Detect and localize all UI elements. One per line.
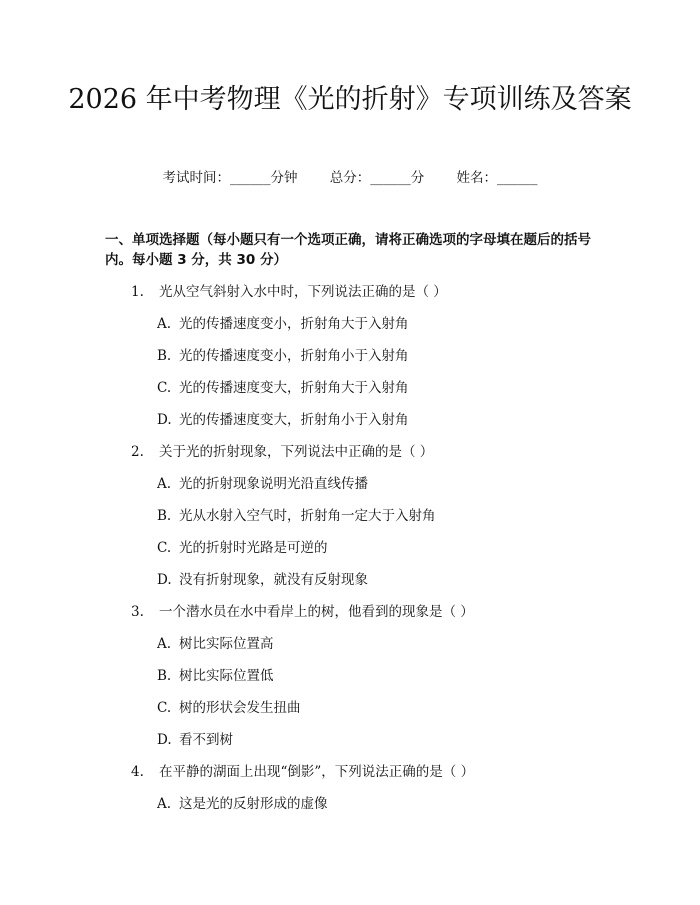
page-title: 2026 年中考物理《光的折射》专项训练及答案: [68, 84, 632, 115]
student-name: 姓名：______: [456, 170, 538, 186]
question-number: 4.: [131, 764, 144, 780]
option-letter: D.: [157, 412, 172, 428]
section-heading: 一、单项选择题（每小题只有一个选项正确，请将正确选项的字母填在题后的括号内。每小题 3 分，共 30 分）: [105, 232, 591, 268]
option-letter: A.: [157, 796, 172, 812]
option-item: [157, 410, 409, 430]
option-letter: D.: [157, 572, 172, 588]
option-text: 看不到树: [179, 732, 233, 748]
question-stem: [131, 762, 474, 782]
exam-info: [0, 168, 700, 188]
question-stem: [131, 442, 433, 462]
option-text: 没有折射现象，就没有反射现象: [179, 572, 368, 588]
option-text: 树的形状会发生扭曲: [179, 700, 301, 716]
option-item: [157, 378, 409, 398]
option-item: [157, 634, 274, 654]
option-letter: C.: [157, 700, 172, 716]
option-text: 树比实际位置低: [179, 668, 274, 684]
question-text: 一个潜水员在水中看岸上的树，他看到的现象是（ ）: [159, 604, 474, 620]
option-letter: A.: [157, 636, 172, 652]
option-item: [157, 698, 301, 718]
option-item: [157, 666, 274, 686]
option-text: 光的传播速度变小，折射角小于入射角: [179, 348, 409, 364]
option-letter: C.: [157, 540, 172, 556]
option-letter: C.: [157, 380, 172, 396]
question-number: 3.: [131, 604, 144, 620]
option-item: [157, 794, 328, 814]
option-letter: D.: [157, 732, 172, 748]
option-letter: A.: [157, 316, 172, 332]
question-number: 2.: [131, 444, 144, 460]
option-text: 光的传播速度变小，折射角大于入射角: [179, 316, 409, 332]
option-text: 这是光的反射形成的虚像: [179, 796, 328, 812]
option-text: 光的传播速度变大，折射角大于入射角: [179, 380, 409, 396]
total-score: 总分：______分: [329, 170, 425, 186]
option-item: [157, 538, 328, 558]
option-text: 光从水射入空气时，折射角一定大于入射角: [179, 508, 436, 524]
question-number: 1.: [131, 284, 144, 300]
option-text: 光的折射时光路是可逆的: [179, 540, 328, 556]
option-item: [157, 474, 368, 494]
option-letter: A.: [157, 476, 172, 492]
question-text: 光从空气斜射入水中时，下列说法正确的是（ ）: [159, 284, 447, 300]
option-text: 光的传播速度变大，折射角小于入射角: [179, 412, 409, 428]
option-item: [157, 314, 409, 334]
option-letter: B.: [157, 508, 172, 524]
question-stem: [131, 282, 447, 302]
question-stem: [131, 602, 474, 622]
option-item: [157, 730, 233, 750]
option-letter: B.: [157, 668, 172, 684]
option-item: [157, 506, 436, 526]
exam-time: 考试时间：______分钟: [162, 170, 298, 186]
option-text: 光的折射现象说明光沿直线传播: [179, 476, 368, 492]
question-text: 关于光的折射现象，下列说法中正确的是（ ）: [159, 444, 434, 460]
option-text: 树比实际位置高: [179, 636, 274, 652]
option-letter: B.: [157, 348, 172, 364]
option-item: [157, 570, 368, 590]
option-item: [157, 346, 409, 366]
question-text: 在平静的湖面上出现“倒影”，下列说法正确的是（ ）: [159, 764, 475, 780]
